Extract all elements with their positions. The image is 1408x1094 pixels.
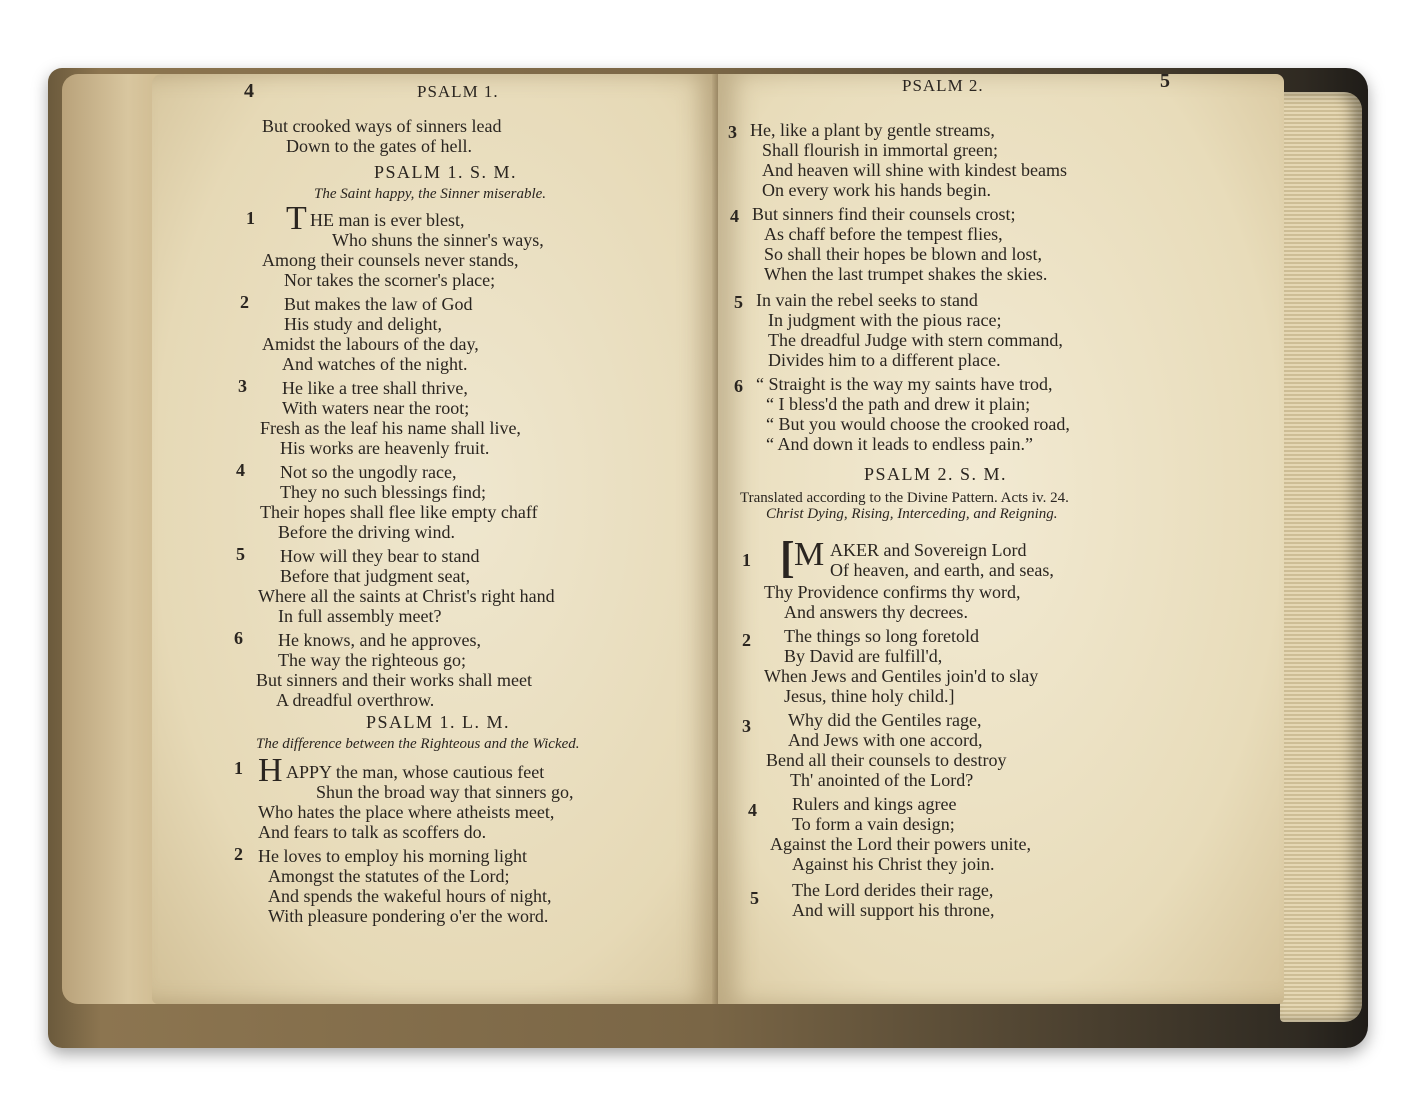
- psalm-subtitle: The Saint happy, the Sinner miserable.: [314, 186, 547, 202]
- verse-line: His study and delight,: [284, 314, 442, 334]
- verse-number: 5: [236, 544, 245, 564]
- verse-line: And watches of the night.: [282, 354, 468, 374]
- verse-line: They no such blessings find;: [280, 482, 486, 502]
- verse-number: 5: [734, 292, 743, 312]
- page-number: 4: [244, 80, 254, 102]
- drop-cap: H: [258, 752, 283, 789]
- verse-line: Bend all their counsels to destroy: [766, 750, 1007, 770]
- verse-number: 2: [742, 630, 751, 650]
- verse-line: To form a vain design;: [792, 814, 955, 834]
- verse-line: With pleasure pondering o'er the word.: [268, 906, 549, 926]
- verse-line: HE man is ever blest,: [310, 210, 465, 230]
- verse-line: Shun the broad way that sinners go,: [316, 782, 574, 802]
- page-number: 5: [1160, 70, 1170, 92]
- verse-number: 5: [750, 888, 759, 908]
- verse-line: “ And down it leads to endless pain.”: [766, 434, 1033, 454]
- verse-line: Before the driving wind.: [278, 522, 455, 542]
- psalm-heading: PSALM 2. S. M.: [864, 464, 1008, 484]
- verse-line: APPY the man, whose cautious feet: [286, 762, 545, 782]
- drop-cap: T: [286, 200, 307, 237]
- verse-line: He knows, and he approves,: [278, 630, 481, 650]
- verse-number: 4: [748, 800, 757, 820]
- psalm-heading: PSALM 1. S. M.: [374, 162, 518, 182]
- verse-line: “ Straight is the way my saints have trod,: [756, 374, 1053, 394]
- verse-line: A dreadful overthrow.: [276, 690, 435, 710]
- psalm-subtitle: The difference between the Righteous and the Wicked.: [256, 736, 580, 752]
- bracket-mark: [: [780, 533, 795, 582]
- verse-line: He loves to employ his morning light: [258, 846, 527, 866]
- verse-line: When Jews and Gentiles join'd to slay: [764, 666, 1039, 686]
- verse-number: 2: [240, 292, 249, 312]
- verse-line: Before that judgment seat,: [280, 566, 470, 586]
- right-page-edges: [1280, 92, 1362, 1022]
- verse-line: Against his Christ they join.: [792, 854, 995, 874]
- verse-line: And will support his throne,: [792, 900, 995, 920]
- verse-line: Th' anointed of the Lord?: [790, 770, 974, 790]
- verse-line: The dreadful Judge with stern command,: [768, 330, 1063, 350]
- verse-number: 1: [246, 208, 255, 228]
- verse-line: Shall flourish in immortal green;: [762, 140, 998, 160]
- verse-line: But sinners find their counsels crost;: [752, 204, 1016, 224]
- verse-line: His works are heavenly fruit.: [280, 438, 490, 458]
- verse-line: He like a tree shall thrive,: [282, 378, 468, 398]
- verse-line: On every work his hands begin.: [762, 180, 991, 200]
- verse-line: Fresh as the leaf his name shall live,: [260, 418, 521, 438]
- verse-line: And heaven will shine with kindest beams: [762, 160, 1067, 180]
- text-line: Down to the gates of hell.: [286, 136, 472, 156]
- verse-number: 6: [234, 628, 243, 648]
- verse-number: 3: [238, 376, 247, 396]
- verse-line: The things so long foretold: [784, 626, 979, 646]
- verse-line: When the last trumpet shakes the skies.: [764, 264, 1048, 284]
- verse-number: 6: [734, 376, 743, 396]
- verse-number: 1: [742, 550, 751, 570]
- text-line: But crooked ways of sinners lead: [262, 116, 502, 136]
- verse-line: But makes the law of God: [284, 294, 473, 314]
- verse-number: 4: [730, 206, 739, 226]
- verse-line: In full assembly meet?: [278, 606, 442, 626]
- running-head: PSALM 1.: [417, 82, 499, 101]
- verse-line: Who shuns the sinner's ways,: [332, 230, 544, 250]
- verse-line: AKER and Sovereign Lord: [830, 540, 1027, 560]
- verse-line: Divides him to a different place.: [768, 350, 1001, 370]
- verse-line: The Lord derides their rage,: [792, 880, 994, 900]
- verse-line: In vain the rebel seeks to stand: [756, 290, 978, 310]
- verse-line: And fears to talk as scoffers do.: [258, 822, 487, 842]
- verse-line: And Jews with one accord,: [788, 730, 983, 750]
- verse-line: “ I bless'd the path and drew it plain;: [766, 394, 1031, 414]
- verse-line: Nor takes the scorner's place;: [284, 270, 496, 290]
- verse-line: How will they bear to stand: [280, 546, 480, 566]
- verse-line: Amongst the statutes of the Lord;: [268, 866, 510, 886]
- verse-line: Why did the Gentiles rage,: [788, 710, 982, 730]
- verse-line: The way the righteous go;: [278, 650, 466, 670]
- psalm-subtitle: Translated according to the Divine Pattern. Acts iv. 24.: [740, 490, 1069, 506]
- drop-cap: M: [794, 536, 825, 573]
- verse-number: 3: [742, 716, 751, 736]
- verse-line: He, like a plant by gentle streams,: [750, 120, 995, 140]
- verse-line: So shall their hopes be blown and lost,: [764, 244, 1042, 264]
- verse-line: Among their counsels never stands,: [262, 250, 519, 270]
- verse-line: Their hopes shall flee like empty chaff: [260, 502, 538, 522]
- verse-line: By David are fulfill'd,: [784, 646, 943, 666]
- verse-line: Jesus, thine holy child.]: [784, 686, 955, 706]
- verse-line: Rulers and kings agree: [792, 794, 957, 814]
- verse-line: And spends the wakeful hours of night,: [268, 886, 552, 906]
- verse-number: 1: [234, 758, 243, 778]
- verse-number: 2: [234, 844, 243, 864]
- psalm-heading: PSALM 1. L. M.: [366, 712, 511, 732]
- verse-line: In judgment with the pious race;: [768, 310, 1002, 330]
- verse-line: Not so the ungodly race,: [280, 462, 457, 482]
- verse-line: Who hates the place where atheists meet,: [258, 802, 555, 822]
- verse-line: Amidst the labours of the day,: [262, 334, 479, 354]
- verse-line: Against the Lord their powers unite,: [770, 834, 1031, 854]
- verse-line: As chaff before the tempest flies,: [764, 224, 1003, 244]
- verse-line: But sinners and their works shall meet: [256, 670, 532, 690]
- right-page: [718, 70, 1284, 1004]
- verse-line: “ But you would choose the crooked road,: [766, 414, 1070, 434]
- running-head: PSALM 2.: [902, 76, 984, 95]
- verse-line: With waters near the root;: [282, 398, 470, 418]
- verse-number: 4: [236, 460, 245, 480]
- left-page: [152, 74, 718, 1004]
- psalm-subtitle: Christ Dying, Rising, Interceding, and Reigning.: [766, 506, 1058, 522]
- verse-line: And answers thy decrees.: [784, 602, 968, 622]
- verse-line: Where all the saints at Christ's right hand: [258, 586, 555, 606]
- verse-line: Thy Providence confirms thy word,: [764, 582, 1021, 602]
- verse-number: 3: [728, 122, 737, 142]
- verse-line: Of heaven, and earth, and seas,: [830, 560, 1054, 580]
